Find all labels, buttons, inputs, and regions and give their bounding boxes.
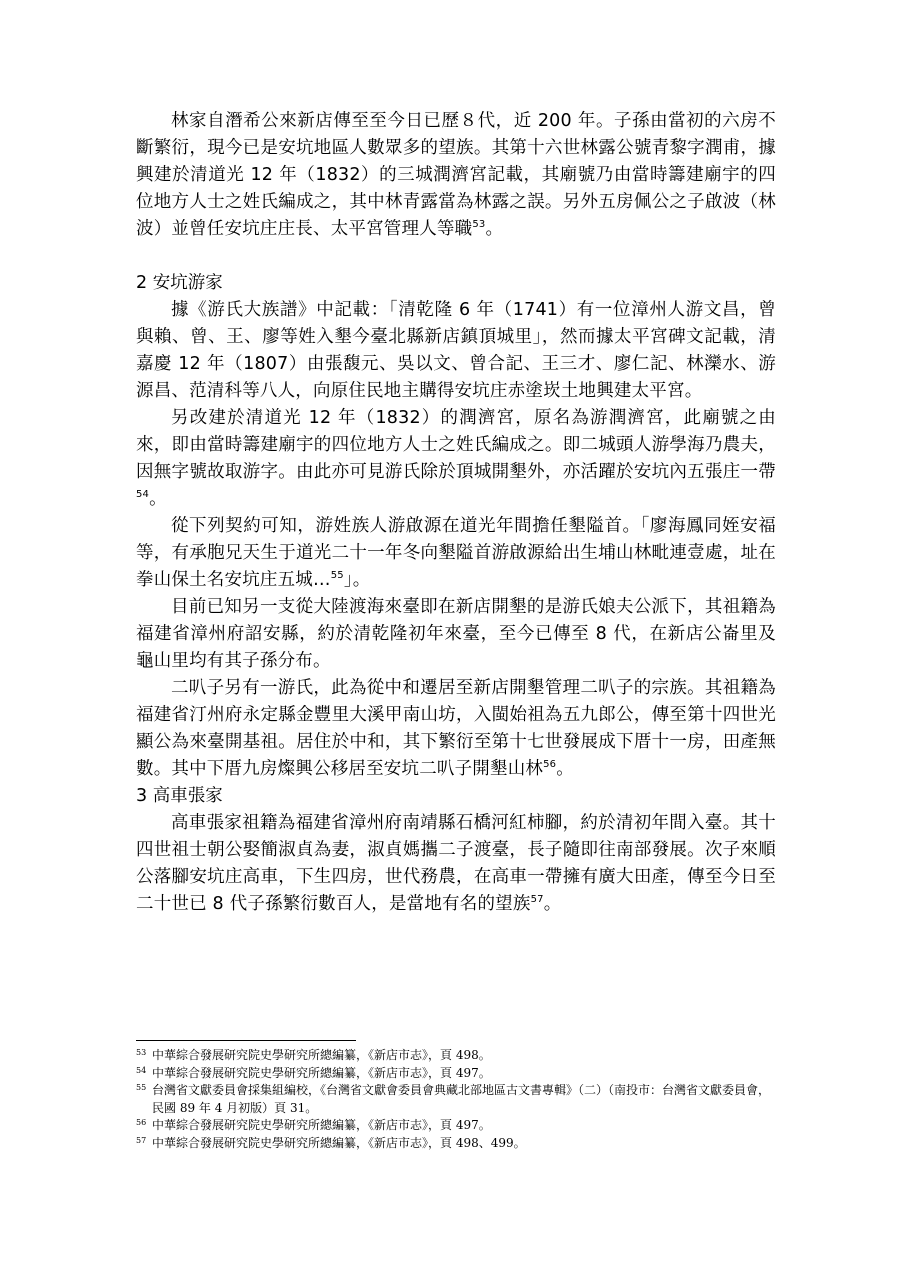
footnote-ref-57[interactable]: 57 [530, 894, 544, 906]
section-heading-zhang-family: 3 高車張家 [136, 786, 223, 806]
paragraph-erbazi-you: 二叭子另有一游氏，此為從中和遷居至新店開墾管理二叭子的宗族。其祖籍為福建省汀州府永定縣金豐里大溪甲南山坊，入閩始祖為五九郎公，傳至第十四世光顯公為來臺開基祖。居住於中和，其下繁衍至第十七世發展成下厝十一房，田產無數。其中下厝九房燦興公移居至安坑二叭子開墾山林$^{56}$。 [136, 678, 776, 779]
paragraph-lin-family: 林家自潛希公來新店傳至至今日已歷８代，近 200 年。子孫由當初的六房不斷繁衍，現今已是安坑地區人數眾多的望族。其第十六世林露公號青黎字潤甫，據興建於清道光 12 年（1832）的三城潤濟宮記載，其廟號乃由當時籌建廟宇的四位地方人士之姓氏編成之，其中林青露當為林露之誤。另外五房佩公之子啟波（林波）並曾任安坑庄庄長、太平宮管理人等職$^{53}$。 [136, 111, 776, 239]
footnotes-section [136, 1040, 776, 1152]
footnote-number: 54 [136, 1065, 147, 1075]
footnote-text: 中華綜合發展研究院史學研究所總編纂，《新店市志》，頁 497。 [152, 1065, 491, 1080]
footnote-ref-54[interactable]: 54 [136, 489, 150, 501]
footnote-text: 台灣省文獻委員會採集組編校，《台灣省文獻會委員會典藏北部地區古文書專輯》（二）（南投市：台灣省文獻委員會，民國 89 年 4 月初版）頁 31。 [152, 1083, 771, 1115]
footnote-number: 55 [136, 1083, 147, 1092]
footnote-57 [136, 1135, 776, 1153]
paragraph-you-genealogy [136, 297, 776, 405]
footnote-ref-55[interactable]: 55 [330, 570, 344, 582]
footnote-55 [136, 1082, 776, 1117]
paragraph-runji-temple: 另改建於清道光 12 年（1832）的潤濟宮，原名為游潤濟宮，此廟號之由來，即由當時籌建廟宇的四位地方人士之姓氏編成之。即二城頭人游學海乃農夫，因無字號故取游字。由此亦可見游氏除於頂城開墾外，亦活躍於安坑內五張庄一帶$^{54}$。 [136, 408, 776, 509]
footnote-ref-53[interactable]: 53 [472, 219, 486, 231]
paragraph-text: 二叭子另有一游氏，此為從中和遷居至新店開墾管理二叭子的宗族。其祖籍為福建省汀州府永定縣金豐里大溪甲南山坊，入閩始祖為五九郎公，傳至第十四世光顯公為來臺開基祖。居住於中和，其下繁衍至第十七世發展成下厝十一房，田產無數。其中下厝九房燦興公移居至安坑二叭子開墾山林 [136, 678, 776, 779]
document-body [136, 108, 776, 918]
footnote-divider [136, 1040, 356, 1041]
paragraph-contract: 從下列契約可知，游姓族人游啟源在道光年間擔任墾隘首。「廖海鳳同姪安福等，有承胞兄天生于道光二十一年冬向墾隘首游啟源給出生埔山林毗連壹處，址在拳山保土名安坑庄五城…$^{55}$」。 [136, 516, 776, 590]
footnote-text: 中華綜合發展研究院史學研究所總編纂，《新店市志》，頁 498、499。 [152, 1135, 526, 1150]
footnote-text: 中華綜合發展研究院史學研究所總編纂，《新店市志》，頁 498。 [152, 1048, 491, 1062]
paragraph-zhang-family: 高車張家祖籍為福建省漳州府南靖縣石橋河紅柿腳，約於清初年間入臺。其十四世祖士朝公娶簡淑貞為妻，淑貞媽攜二子渡臺，長子隨即往南部發展。次子來順公落腳安坑庄高車，下生四房，世代務農，在高車一帶擁有廣大田產，傳至今日至二十世已 8 代子孫繁衍數百人，是當地有名的望族$^{57}$。 [136, 813, 776, 914]
footnote-54 [136, 1065, 776, 1083]
paragraph-text: 高車張家祖籍為福建省漳州府南靖縣石橋河紅柿腳，約於清初年間入臺。其十四世祖士朝公娶簡淑貞為妻，淑貞媽攜二子渡臺，長子隨即往南部發展。次子來順公落腳安坑庄高車，下生四房，世代務農，在高車一帶擁有廣大田產，傳至今日至二十世已 8 代子孫繁衍數百人，是當地有名的望族 [136, 813, 776, 914]
footnote-text: 中華綜合發展研究院史學研究所總編纂，《新店市志》，頁 497。 [152, 1118, 491, 1132]
paragraph-text: 據《游氏大族譜》中記載：「清乾隆 6 年（1741）有一位漳州人游文昌，曾與賴、曾、王、廖等姓入墾今臺北縣新店鎮頂城里」，然而據太平宮碑文記載，清嘉慶 12 年（1807）由張馥元、吳以文、曾合記、王三才、廖仁記、林灤水、游源昌、范清科等八人，向原住民地主購得安坑庄赤塗崁土地興建太平宮。 [136, 300, 776, 401]
paragraph-text: 林家自潛希公來新店傳至至今日已歷８代，近 200 年。子孫由當初的六房不斷繁衍，現今已是安坑地區人數眾多的望族。其第十六世林露公號青黎字潤甫，據興建於清道光 12 年（1832）的三城潤濟宮記載，其廟號乃由當時籌建廟宇的四位地方人士之姓氏編成之，其中林青露當為林露之誤。另外五房佩公之子啟波（林波）並曾任安坑庄庄長、太平宮管理人等職 [136, 111, 776, 239]
paragraph-text: 另改建於清道光 12 年（1832）的潤濟宮，原名為游潤濟宮，此廟號之由來，即由當時籌建廟宇的四位地方人士之姓氏編成之。即二城頭人游學海乃農夫，因無字號故取游字。由此亦可見游氏除於頂城開墾外，亦活躍於安坑內五張庄一帶 [136, 408, 776, 482]
footnote-53 [136, 1047, 776, 1065]
footnote-number: 57 [136, 1135, 147, 1145]
footnote-56 [136, 1117, 776, 1135]
footnote-ref-56[interactable]: 56 [543, 759, 557, 771]
section-heading-you-family: 2 安坑游家 [136, 273, 223, 293]
paragraph-text: 從下列契約可知，游姓族人游啟源在道光年間擔任墾隘首。「廖海鳳同姪安福等，有承胞兄天生于道光二十一年冬向墾隘首游啟源給出生埔山林毗連壹處，址在拳山保土名安坑庄五城… [136, 516, 776, 590]
paragraph-text: 目前已知另一支從大陸渡海來臺即在新店開墾的是游氏娘夫公派下，其祖籍為福建省漳州府詔安縣，約於清乾隆初年來臺，至今已傳至 8 代，在新店公崙里及龜山里均有其子孫分布。 [136, 597, 776, 671]
paragraph-you-branch [136, 594, 776, 675]
footnote-number: 53 [136, 1048, 147, 1057]
footnote-number: 56 [136, 1118, 147, 1127]
